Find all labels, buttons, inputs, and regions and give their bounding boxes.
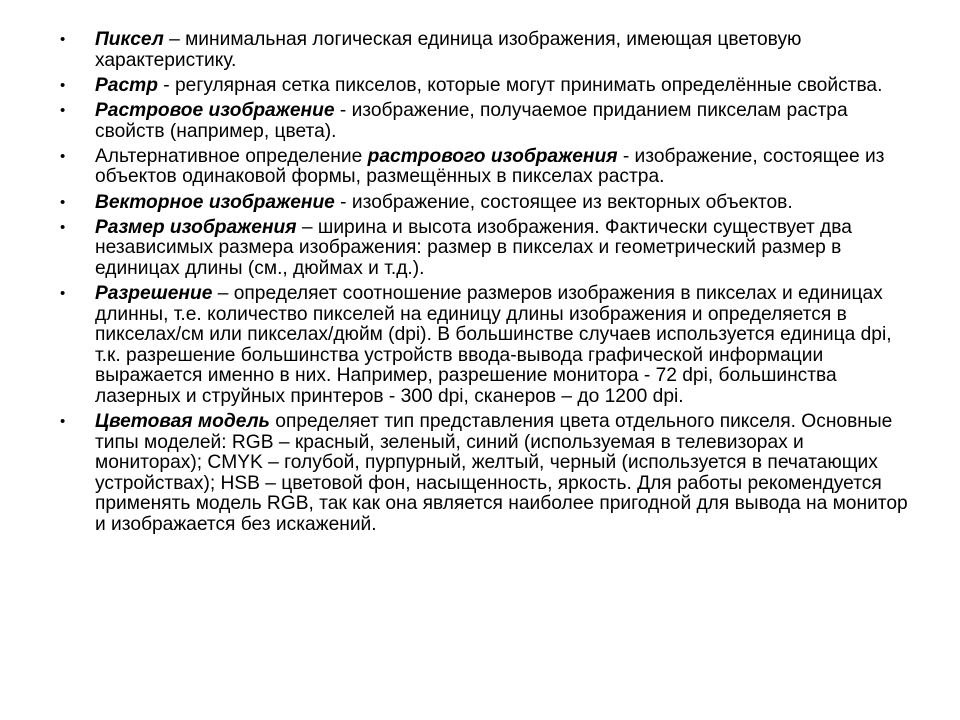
- bullet-icon: •: [60, 102, 66, 120]
- list-item-raster: [60, 76, 916, 97]
- term-pixel: Пиксел: [95, 29, 164, 50]
- bullet-icon: •: [60, 147, 66, 165]
- list-item-pixel: [60, 30, 916, 71]
- list-item-image-size: [60, 218, 916, 280]
- list-item-alt-definition: [60, 147, 916, 188]
- item-text: – минимальная логическая единица изображения, имеющая цветовую характеристику.: [95, 29, 802, 71]
- bullet-icon: •: [60, 31, 66, 48]
- bullet-icon: •: [60, 76, 66, 94]
- list-item-color-model: [60, 412, 916, 535]
- bullet-icon: •: [60, 193, 66, 211]
- definition-list: [60, 30, 916, 540]
- item-text: – ширина и высота изображения. Фактически существует два независимых размера изображения: размер в пикселах и геометрический размер в единицах длины (см., дюймах и т.д.).: [95, 216, 852, 279]
- item-text: - изображение, состоящее из объектов одинаковой формы, размещённых в пикселах растра.: [95, 145, 885, 188]
- term-vector-image: Векторное изображение: [95, 191, 335, 213]
- item-text: - изображение, состоящее из векторных объектов.: [334, 191, 793, 213]
- bullet-icon: •: [60, 413, 66, 431]
- item-text: - изображение, получаемое приданием пикселам растра свойств (например, цвета).: [95, 100, 848, 142]
- bullet-icon: •: [60, 218, 66, 236]
- list-item-raster-image: [60, 101, 916, 142]
- term-raster-image: Растровое изображение: [95, 100, 335, 122]
- term-raster-image-alt: растрового изображения: [367, 145, 618, 167]
- term-raster: Растр: [95, 74, 158, 96]
- item-prefix: Альтернативное определение: [95, 145, 368, 167]
- bullet-icon: •: [60, 285, 66, 303]
- list-item-resolution: [60, 284, 916, 407]
- term-resolution: Разрешение: [95, 283, 213, 305]
- list-item-vector-image: [60, 193, 916, 214]
- term-color-model: Цветовая модель: [95, 411, 270, 433]
- item-text: определяет тип представления цвета отдельного пикселя. Основные типы моделей: RGB – красный, зеленый, синий (используемая в телевизорах и мониторах); CMYK – голубой, пурпурный, желтый, черный (используется в печатающих устройствах); HSB – цветовой фон, насыщенность, яркость. Для работы рекомендуется применять модель RGB, так как она является наиболее пригодной для вывода на монитор и изображается без искажений.: [95, 411, 908, 535]
- term-image-size: Размер изображения: [95, 216, 297, 238]
- item-text: – определяет соотношение размеров изображения в пикселах и единицах длинны, т.е. количество пикселей на единицу длины изображения и определяется в пикселах/см или пикселах/дюйм (dpi). В большинстве случаев используется единица dpi, т.к. разрешение большинства устройств ввода-вывода графической информации выражается именно в них. Например, разрешение монитора - 72 dpi, большинства лазерных и струйных принтеров - 300 dpi, сканеров – до 1200 dpi.: [95, 283, 892, 407]
- item-text: - регулярная сетка пикселов, которые могут принимать определённые свойства.: [157, 74, 883, 96]
